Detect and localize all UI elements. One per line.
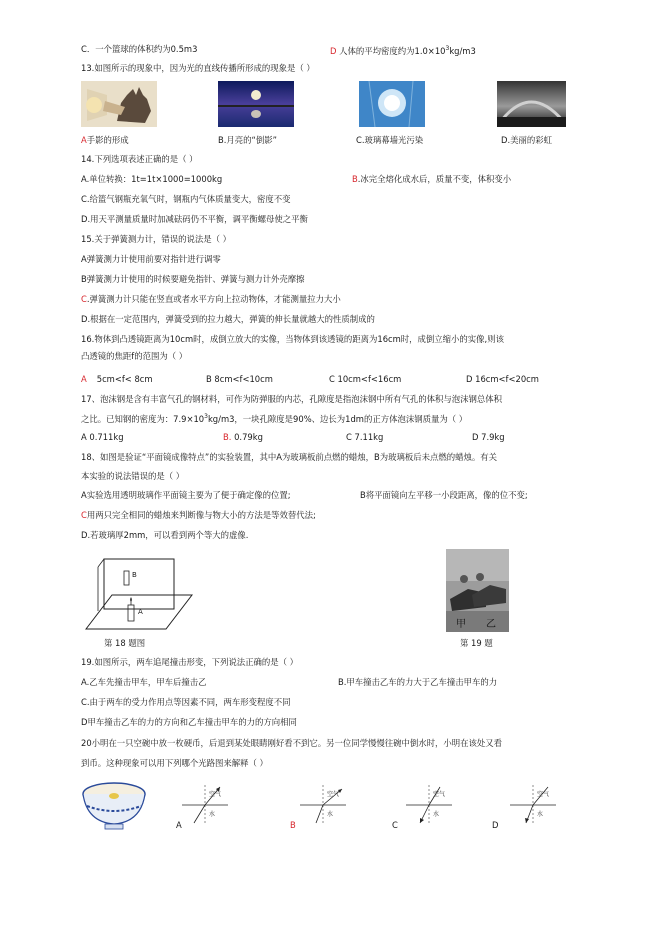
fig18-label-a: A: [138, 608, 143, 616]
q20-stem-line2: 到币。这种现象可以用下列哪个光路图来解释（ ）: [81, 758, 268, 768]
q17-option-b-letter: B.: [223, 432, 232, 442]
fig18-mirror-setup: [84, 553, 194, 631]
q20-diagram-a-water: 水: [209, 811, 216, 818]
q20-diagram-d: [508, 783, 558, 827]
q15-stem: 15.关于弹簧测力计，错误的说法是（ ）: [81, 234, 231, 244]
q20-option-c-label: C: [392, 820, 398, 830]
q15-option-c-text: .弹簧测力计只能在竖直或者水平方向上拉动物体，才能测量拉力大小: [86, 294, 341, 304]
q13-photo-hand-shadow: [81, 81, 157, 127]
q13-option-a: [81, 134, 129, 146]
q14-option-b-letter: B: [352, 174, 358, 184]
q13-photo-moon-reflection: [218, 81, 294, 127]
q17-option-b: [223, 431, 263, 443]
q15-option-b: B弹簧测力计使用的时候要避免指针、弹簧与测力计外壳摩擦: [81, 274, 305, 284]
q17-option-a: A 0.711kg: [81, 432, 124, 442]
q12-option-d: [330, 43, 476, 57]
q17-option-b-text: 0.79kg: [231, 432, 263, 442]
fig19-collision-photo: [446, 549, 509, 632]
q17-stem-line2-a: 之比。已知钢的密度为：7.9×10: [81, 413, 205, 424]
q19-option-c: C.由于两车的受力作用点等因素不同，两车形变程度不同: [81, 697, 291, 707]
q12-option-c: C．一个篮球的体积约为0.5m3: [81, 44, 198, 54]
q14-option-d: D.用天平测量质量时加减砝码仍不平衡，调平衡螺母使之平衡: [81, 214, 308, 224]
q12-option-d-sup: 3: [445, 45, 450, 52]
q14-stem: 14.下列选项表述正确的是（ ）: [81, 154, 198, 164]
q16-option-a-letter: A: [81, 374, 87, 384]
q17-stem-line1: 17、泡沫钢是含有丰富气孔的钢材料，可作为防弹服的内芯，孔隙度是指泡沫钢中所有气孔的体积与泡沫钢总体积: [81, 394, 503, 404]
q16-option-b: B 8cm<f<10cm: [206, 374, 273, 384]
q16-option-c: C 10cm<f<16cm: [329, 374, 402, 384]
q20-stem-line1: 20小明在一只空碗中放一枚硬币，后退到某处眼睛刚好看不到它。另一位同学慢慢往碗中倒水时，小明在该处又看: [81, 738, 503, 748]
q14-option-b: [352, 173, 511, 185]
q13-option-d: D.美丽的彩虹: [501, 135, 552, 145]
q13-option-a-text: 手影的形成: [86, 135, 129, 145]
q14-option-c: C.给篮气钢瓶充氧气时，钢瓶内气体质量变大，密度不变: [81, 194, 291, 204]
fig19-caption: 第 19 题: [460, 638, 493, 648]
q20-diagram-d-air: 空气: [537, 791, 550, 798]
q13-stem: 13.如图所示的现象中，因为光的直线传播所形成的现象是（ ）: [81, 63, 315, 73]
q19-option-d: D甲车撞击乙车的力的方向和乙车撞击甲车的力的方向相同: [81, 717, 297, 727]
q13-option-c: C.玻璃幕墙光污染: [356, 135, 424, 145]
q16-stem-line1: 16.物体到凸透镜距离为10cm时，成倒立放大的实像，当物体到该透镜的距离为16cm时，成倒立缩小的实像,则该: [81, 334, 504, 344]
q16-stem-line2: 凸透镜的焦距f的范围为（ ）: [81, 351, 188, 361]
q20-diagram-c-water: 水: [433, 811, 440, 818]
q20-option-b-label: B: [290, 820, 296, 830]
q18-option-a: A实验选用透明玻璃作平面镜主要为了便于确定像的位置;: [81, 490, 291, 500]
q20-diagram-b-air: 空气: [327, 791, 340, 798]
q20-bowl-coin-photo: [81, 780, 147, 832]
q13-photo-glass-curtain-wall: [359, 81, 425, 127]
q13-option-a-letter: A: [81, 135, 87, 145]
q13-photo-rainbow: [497, 81, 566, 127]
q18-stem-line1: 18、如图是验证“平面镜成像特点”的实验装置，其中A为玻璃板前点燃的蜡烛，B为玻璃板后未点燃的蜡烛。有关: [81, 452, 498, 462]
q17-option-c: C 7.11kg: [346, 432, 384, 442]
q12-option-d-unit: kg/m3: [449, 45, 476, 56]
q17-stem-line2: [81, 411, 467, 425]
fig18-label-b: B: [132, 571, 137, 579]
fig19-label-yi: 乙: [486, 619, 496, 630]
q20-option-d-label: D: [492, 820, 499, 830]
fig18-caption: 第 18 题图: [104, 638, 146, 648]
q20-option-a-label: A: [176, 820, 182, 830]
q16-option-a-text: 5cm<f< 8cm: [96, 374, 153, 384]
q14-option-b-text: .冰完全熔化成水后，质量不变，体积变小: [357, 174, 512, 184]
q15-option-d: D.根据在一定范围内，弹簧受到的拉力越大，弹簧的伸长量就越大的性质制成的: [81, 314, 375, 324]
q18-option-c: [81, 509, 316, 521]
q17-stem-line2-b: kg/m3，一块孔隙度是90%、边长为1dm的正方体泡沫钢质量为（ ）: [207, 413, 468, 424]
q18-option-c-text: 用两只完全相同的蜡烛来判断像与物大小的方法是等效替代法;: [86, 510, 316, 520]
q16-option-a: [81, 373, 153, 385]
q19-stem: 19.如图所示，两车追尾撞击形变，下列说法正确的是（ ）: [81, 657, 298, 667]
q12-option-d-letter: D: [330, 45, 337, 56]
q16-option-d: D 16cm<f<20cm: [466, 374, 539, 384]
q15-option-c: [81, 293, 341, 305]
q20-diagram-d-water: 水: [537, 811, 544, 818]
q20-diagram-c: [404, 783, 454, 827]
q19-option-b: B.甲车撞击乙车的力大于乙车撞击甲车的力: [338, 677, 498, 687]
q15-option-c-letter: C: [81, 294, 87, 304]
q20-diagram-a: [180, 783, 230, 827]
q18-option-b: B将平面镜向左平移一小段距离，像的位不变;: [360, 490, 528, 500]
q17-stem-line2-sup: 3: [204, 413, 208, 420]
q20-diagram-c-air: 空气: [433, 791, 446, 798]
q17-option-d: D 7.9kg: [472, 432, 505, 442]
q15-option-a: A弹簧测力计使用前要对指针进行调零: [81, 254, 221, 264]
fig19-label-jia: 甲: [456, 619, 466, 630]
q20-diagram-b-water: 水: [327, 811, 334, 818]
q12-option-d-text: 人体的平均密度约为1.0×10: [336, 45, 446, 56]
q18-option-d: D.若玻璃厚2mm，可以看到两个等大的虚像.: [81, 530, 249, 540]
q20-diagram-b: [298, 783, 348, 827]
q14-option-a: A.单位转换：1t=1t×1000=1000kg: [81, 174, 223, 184]
q18-option-c-letter: C: [81, 510, 87, 520]
q18-stem-line2: 本实验的说法错误的是（ ）: [81, 471, 185, 481]
q19-option-a: A.乙车先撞击甲车，甲车后撞击乙: [81, 677, 207, 687]
q20-diagram-a-air: 空气: [209, 791, 222, 798]
q13-option-b: B.月亮的“倒影”: [218, 135, 277, 145]
